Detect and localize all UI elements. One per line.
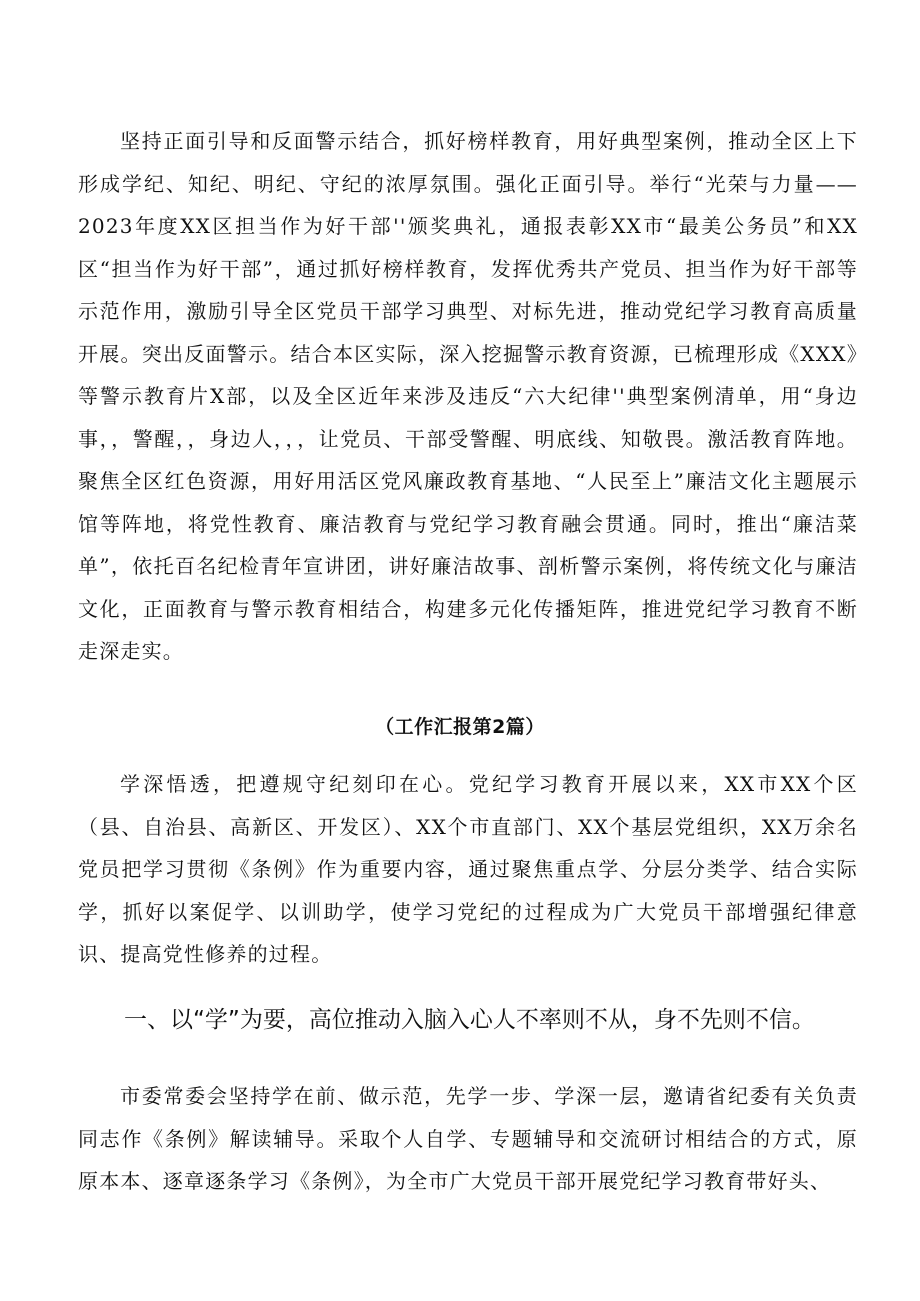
- body-paragraph-3: 市委常委会坚持学在前、做示范，先学一步、学深一层，邀请省纪委有关负责同志作《条例》解读辅导。采取个人自学、专题辅导和交流研讨相结合的方式，原原本本、逐章逐条学习《条例》，为全市广大党员干部开展党纪学习教育带好头、: [78, 1084, 858, 1193]
- body-paragraph-2: 学深悟透，把遵规守纪刻印在心。党纪学习教育开展以来，XX市XX个区（县、自治县、高新区、开发区）、XX个市直部门、XX个基层党组织，XX万余名党员把学习贯彻《条例》作为重要内容，通过聚焦重点学、分层分类学、结合实际学，抓好以案促学、以训助学，使学习党纪的过程成为广大党员干部增强纪律意识、提高党性修养的过程。: [78, 772, 858, 966]
- body-paragraph-1: 坚持正面引导和反面警示结合，抓好榜样教育，用好典型案例，推动全区上下形成学纪、知纪、明纪、守纪的浓厚氛围。强化正面引导。举行“光荣与力量——2023年度XX区担当作为好干部''颁奖典礼，通报表彰XX市“最美公务员”和XX区“担当作为好干部”，通过抓好榜样教育，发挥优秀共产党员、担当作为好干部等示范作用，激励引导全区党员干部学习典型、对标先进，推动党纪学习教育高质量开展。突出反面警示。结合本区实际，深入挖掘警示教育资源，已梳理形成《XXX》等警示教育片X部，以及全区近年来涉及违反“六大纪律''典型案例清单，用“身边事，，警醒，，身边人，，，让党员、干部受警醒、明底线、知敬畏。激活教育阵地。聚焦全区红色资源，用好用活区党风廉政教育基地、“人民至上”廉洁文化主题展示馆等阵地，将党性教育、廉洁教育与党纪学习教育融会贯通。同时，推出“廉洁菜单”，依托百名纪检青年宣讲团，讲好廉洁故事、剖析警示案例，将传统文化与廉洁文化，正面教育与警示教育相结合，构建多元化传播矩阵，推进党纪学习教育不断走深走实。: [78, 129, 858, 663]
- article-heading: （工作汇报第2篇）: [375, 716, 545, 738]
- section-heading: 一、以“学”为要，高位推动入脑入心人不率则不从，身不先则不信。: [124, 1007, 815, 1033]
